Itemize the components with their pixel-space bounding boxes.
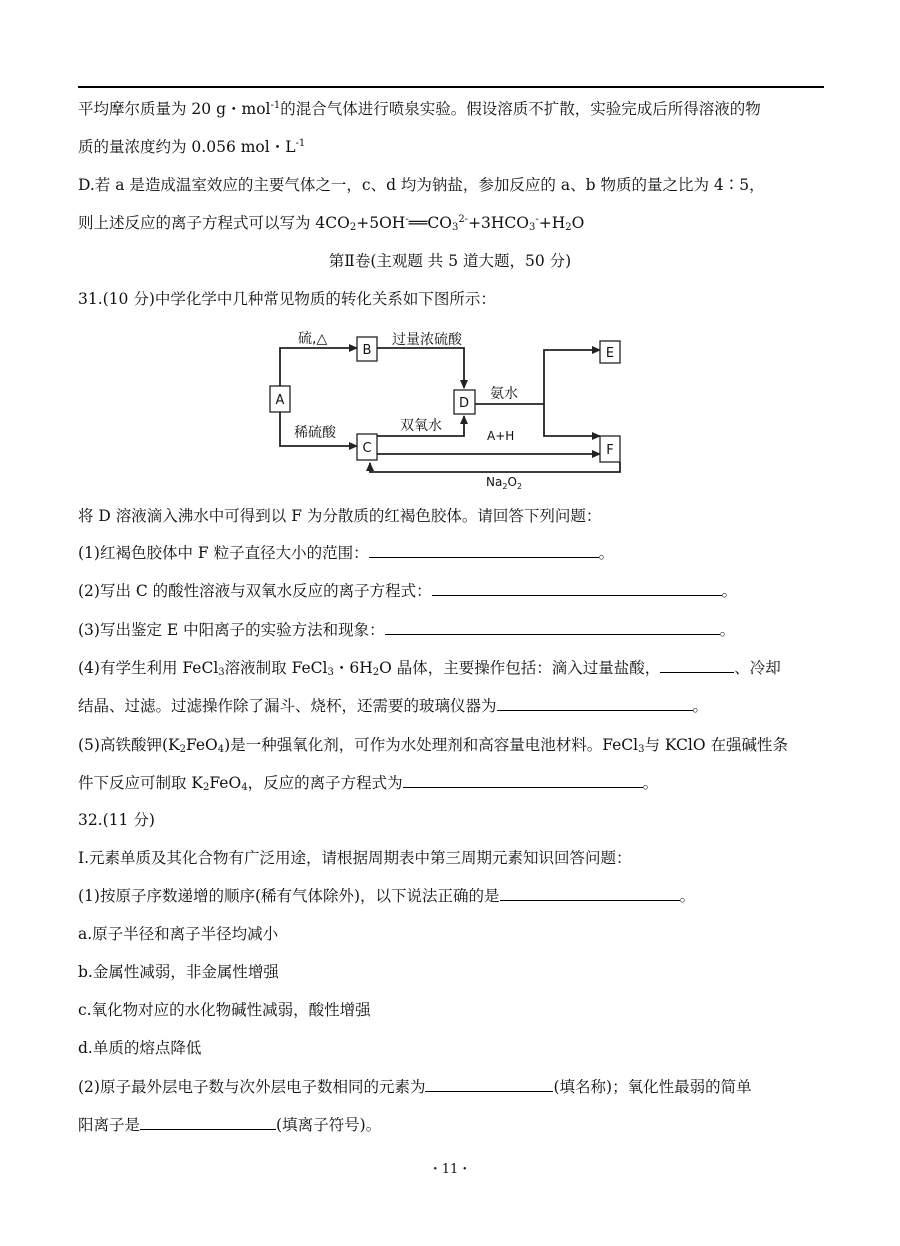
arrow-f-to-c: [370, 462, 620, 472]
q32-option-b: b.金属性减弱，非金属性增强: [78, 963, 279, 981]
reagent-a-h: A+H: [487, 429, 515, 443]
reagent-sulfur-heat: 硫,△: [298, 331, 328, 347]
q31-part-5-line-1: (5)高铁酸钾$(K_2FeO_4)$是一种强氧化剂，可作为水处理剂和高容量电池材料。FeCl$_3$与 KClO 在强碱性条: [78, 736, 789, 755]
reagent-na2o2: $Na_2O_2$: [486, 475, 522, 491]
arrow-d-to-f: [544, 404, 600, 436]
option-d-line-2: 则上述反应的离子方程式可以写为 $4CO_2+5OH^-══CO_3^{2-}+3HCO_3^-+H_2O$: [78, 214, 585, 233]
label-e: E: [605, 346, 615, 361]
page-number: ・11・: [428, 1162, 472, 1177]
answer-blank-4a[interactable]: [660, 656, 734, 673]
answer-blank-4b[interactable]: [497, 694, 693, 711]
reaction-diagram: [268, 324, 648, 491]
reagent-conc-sulfuric-acid: 过量浓硫酸: [392, 332, 462, 348]
answer-blank-3[interactable]: [385, 618, 720, 635]
q31-intro: 将 D 溶液滴入沸水中可得到以 F 为分散质的红褐色胶体。请回答下列问题：: [78, 507, 602, 525]
text-line-molar-mass: 平均摩尔质量为 20 g・mol$^{-1}$的混合气体进行喷泉实验。假设溶质不扩散，实验完成后所得溶液的物: [78, 100, 761, 118]
q32-option-d: d.单质的熔点降低: [78, 1039, 202, 1057]
q32-option-c: c.氧化物对应的水化物碱性减弱，酸性增强: [78, 1001, 371, 1019]
answer-blank-5[interactable]: [403, 771, 643, 788]
text-line-concentration: 质的量浓度约为 0.056 mol・$L^{-1}$: [78, 138, 306, 156]
reagent-hydrogen-peroxide: 双氧水: [400, 418, 442, 434]
q31-part-4-line-1: (4)有学生利用 FeCl$_3$溶液制取 FeCl$_3$・$6H_2O$ 晶体，主要操作包括：滴入过量盐酸， 、冷却: [78, 656, 781, 680]
answer-blank-32-2b[interactable]: [140, 1113, 276, 1130]
q31-heading: 31.(10 分)中学化学中几种常见物质的转化关系如下图所示：: [78, 290, 496, 308]
arrow-d-to-e: [544, 350, 600, 404]
answer-blank-2[interactable]: [432, 579, 722, 596]
answer-blank-32-1[interactable]: [500, 884, 680, 901]
section-title: 第Ⅱ卷(主观题 共 5 道大题，50 分): [328, 252, 572, 270]
label-c: C: [362, 441, 372, 456]
arrow-a-to-b: [280, 348, 357, 386]
arrow-b-to-d: [377, 348, 464, 388]
reagent-dilute-sulfuric-acid: 稀硫酸: [294, 425, 336, 441]
q32-intro: Ⅰ.元素单质及其化合物有广泛用途，请根据周期表中第三周期元素知识回答问题：: [78, 849, 632, 867]
label-b: B: [362, 343, 372, 358]
q31-part-1: (1)红褐色胶体中 F 粒子直径大小的范围： 。: [78, 541, 614, 565]
header-rule: [78, 86, 824, 88]
q31-part-2: (2)写出 C 的酸性溶液与双氧水反应的离子方程式： 。: [78, 579, 737, 603]
q31-part-5-line-2: 件下反应可制取 $K_2FeO_4$，反应的离子方程式为 。: [78, 771, 658, 795]
label-a: A: [275, 393, 285, 408]
answer-blank-32-2a[interactable]: [425, 1075, 553, 1092]
q32-heading: 32.(11 分): [78, 811, 155, 829]
q31-part-3: (3)写出鉴定 E 中阳离子的实验方法和现象： 。: [78, 618, 735, 642]
label-f: F: [606, 443, 614, 458]
q32-part-2-line-1: (2)原子最外层电子数与次外层电子数相同的元素为 (填名称)；氧化性最弱的简单: [78, 1075, 752, 1099]
label-d: D: [458, 396, 470, 411]
option-d-line-1: D.若 a 是造成温室效应的主要气体之一，c、d 均为钠盐，参加反应的 a、b 物质的量之比为 4∶5，: [78, 176, 765, 194]
q31-part-4-line-2: 结晶、过滤。过滤操作除了漏斗、烧杯，还需要的玻璃仪器为 。: [78, 694, 708, 718]
reagent-ammonia: 氨水: [490, 386, 518, 402]
q32-option-a: a.原子半径和离子半径均减小: [78, 925, 279, 943]
answer-blank-1[interactable]: [369, 541, 599, 558]
q32-part-1: (1)按原子序数递增的顺序(稀有气体除外)，以下说法正确的是 。: [78, 884, 695, 908]
q32-part-2-line-2: 阳离子是 (填离子符号)。: [78, 1113, 381, 1137]
